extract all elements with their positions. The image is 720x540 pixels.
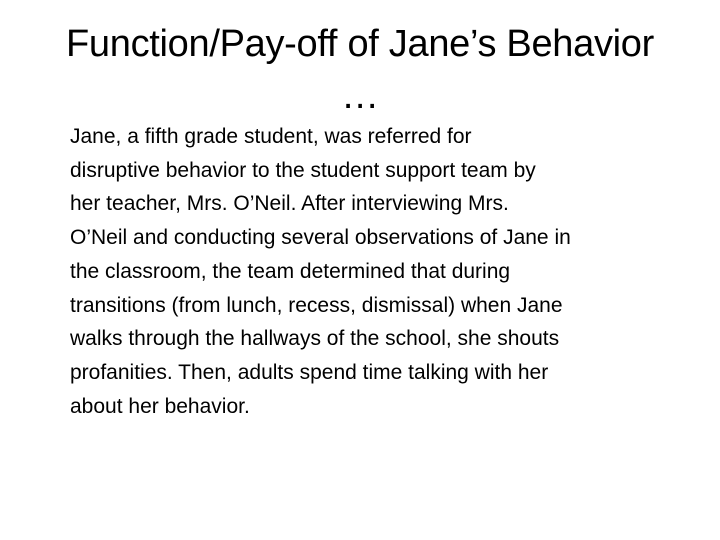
body-line: the classroom, the team determined that during bbox=[70, 259, 511, 283]
body-line: disruptive behavior to the student support team by bbox=[70, 158, 536, 182]
body-line: her teacher, Mrs. O’Neil. After interviewing Mrs. bbox=[70, 192, 509, 216]
body-line: walks through the hallways of the school, she shouts bbox=[70, 327, 560, 351]
body-line: Jane, a fifth grade student, was referred for bbox=[70, 125, 472, 148]
body-line: O’Neil and conducting several observations of Jane in bbox=[70, 226, 571, 250]
body-line: transitions (from lunch, recess, dismissal) when Jane bbox=[70, 293, 563, 317]
slide-title-line-2: … bbox=[341, 75, 379, 117]
slide-title bbox=[20, 18, 700, 122]
slide-title-line-1: Function/Pay-off of Jane’s Behavior bbox=[65, 23, 654, 65]
body-line: profanities. Then, adults spend time talking with her bbox=[70, 360, 549, 384]
slide-body-text bbox=[70, 120, 700, 423]
body-line: about her behavior. bbox=[70, 394, 250, 418]
